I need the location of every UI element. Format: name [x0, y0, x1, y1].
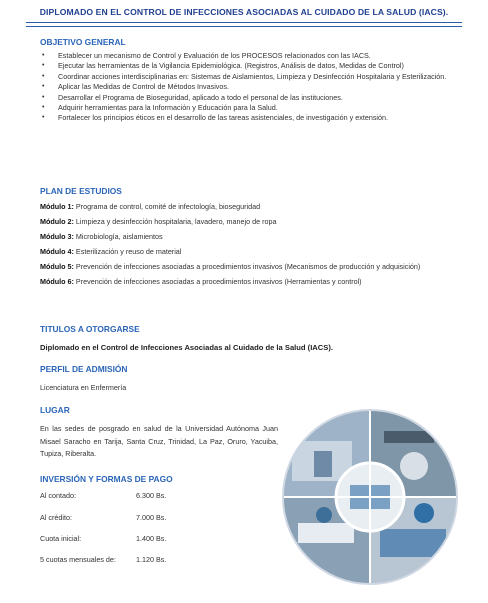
- title-rule-bottom: [26, 26, 462, 27]
- plan-heading: PLAN DE ESTUDIOS: [40, 186, 122, 196]
- title-rule-top: [26, 22, 462, 23]
- modulo-item: Módulo 1: Programa de control, comité de infectología, bioseguridad: [40, 202, 261, 211]
- perfil-value: Licenciatura en Enfermería: [40, 383, 127, 392]
- photo-lab-equipment: [400, 452, 428, 480]
- hospital-photo-collage: [282, 409, 458, 585]
- list-item: • Aplicar las Medidas de Control de Métodos Invasivos.: [42, 82, 229, 92]
- titulo-value: Diplomado en el Control de Infecciones Asociadas al Cuidado de la Salud (IACS).: [40, 343, 333, 352]
- photo-lab-shelf: [384, 431, 434, 443]
- lugar-heading: LUGAR: [40, 405, 70, 415]
- photo-nurse: [316, 507, 332, 523]
- list-item: • Fortalecer los principios éticos en el desarrollo de las tareas asistenciales, de investigación y extensión.: [42, 113, 388, 123]
- titulos-heading: TITULOS A OTORGARSE: [40, 324, 140, 334]
- photo-trays: [380, 529, 446, 557]
- list-item: • Ejecutar las herramientas de la Vigilancia Epidemiológica. (Registros, Análisis de datos, Medidas de Control): [42, 61, 404, 71]
- perfil-heading: PERFIL DE ADMISIÓN: [40, 364, 128, 374]
- modulo-item: Módulo 3: Microbiología, aislamientos: [40, 231, 163, 241]
- bullet-icon: •: [42, 62, 45, 70]
- bullet-icon: •: [42, 52, 45, 59]
- inversion-heading: INVERSIÓN Y FORMAS DE PAGO: [40, 474, 173, 484]
- modulo-item: Módulo 2: Limpieza y desinfección hospitalaria, lavadero, manejo de ropa: [40, 216, 277, 226]
- photo-bed: [298, 523, 354, 543]
- modulo-item: Módulo 4: Esterilización y reuso de material: [40, 246, 182, 256]
- photo-staff: [414, 503, 434, 523]
- bullet-icon: •: [42, 104, 45, 112]
- lugar-value: En las sedes de posgrado en salud de la Universidad Autónoma Juan Misael Saracho en Tarija, Santa Cruz, Trinidad, La Paz, Oruro, Yacuiba, Tupiza, Riberalta.: [40, 424, 278, 459]
- bullet-icon: •: [42, 83, 45, 91]
- objetivo-heading: OBJETIVO GENERAL: [40, 37, 126, 47]
- page-title: DIPLOMADO EN EL CONTROL DE INFECCIONES ASOCIADAS AL CUIDADO DE LA SALUD (IACS).: [39, 7, 449, 17]
- photo-clinic-door: [314, 451, 332, 477]
- brochure-page: DIPLOMADO EN EL CONTROL DE INFECCIONES ASOCIADAS AL CUIDADO DE LA SALUD (IACS). OBJETIVO GENERAL • Establecer un mecanismo de Control y Evaluación de los PROCESOS relacionados con las IACS. • Ejecutar las herramientas de la Vigilancia Epidemiológica. (Registros, Análisis de datos, Medidas de Control) • Coordinar acciones interdisciplinarias en: Sistemas de Aislamientos, Limpieza y Desinfección Hospitalaria y Esterilización. • Aplicar las Medidas de Control de Métodos Invasivos. • Desarrollar el Programa de Bioseguridad, aplicado a todo el personal de las instituciones. • Adquirir herramientas para la Información y Educación para la Salud. • Fortalecer los principios éticos en el desarrollo de las tareas asistenciales, de investigación y extensión. PLAN DE ESTUDIOS Módulo 1: Programa de control, comité de infectología, bioseguridad Módulo 2: Limpieza y desinfección hospitalaria, lavadero, manejo de ropa Módulo 3: Microbiología, aislamientos Módulo 4: Esterilización y reuso de material Módulo 5: Prevención de infecciones asociadas a procedimientos invasivos (Mecanismos de producción y adquisición) Módulo 6: Prevención de infecciones asociadas a procedimientos invasivos (Herramientas y control) TITULOS A OTORGARSE Diplomado en el Control de Infecciones Asociadas al Cuidado de la Salud (IACS). PERFIL DE ADMISIÓN Licenciatura en Enfermería LUGAR En las sedes de posgrado en salud de la Universidad Autónoma Juan Misael Saracho en Tarija, Santa Cruz, Trinidad, La Paz, Oruro, Yacuiba, Tupiza, Riberalta. INVERSIÓN Y FORMAS DE PAGO Al contado: 6.300 Bs. Al crédito: 7.000 Bs. Cuota inicial: 1.400 Bs. 5 cuotas mensuales de: 1.120 Bs.: [0, 0, 488, 603]
- bullet-icon: •: [42, 72, 45, 80]
- collage-image: [284, 411, 456, 583]
- modulos-list: [40, 202, 452, 292]
- list-item: • Coordinar acciones interdisciplinarias en: Sistemas de Aislamientos, Limpieza y Desinfección Hospitalaria y Esterilización.: [42, 71, 447, 81]
- bullet-icon: •: [42, 114, 45, 122]
- bullet-icon: •: [42, 93, 45, 101]
- list-item: • Desarrollar el Programa de Bioseguridad, aplicado a todo el personal de las instituciones.: [42, 92, 343, 102]
- list-item: • Establecer un mecanismo de Control y Evaluación de los PROCESOS relacionados con las IACS.: [42, 51, 371, 60]
- modulo-item: Módulo 5: Prevención de infecciones asociadas a procedimientos invasivos (Mecanismos de producción y adquisición): [40, 261, 421, 271]
- list-item: • Adquirir herramientas para la Información y Educación para la Salud.: [42, 103, 278, 113]
- modulo-item: Módulo 6: Prevención de infecciones asociadas a procedimientos invasivos (Herramientas y control): [40, 276, 362, 286]
- objetivo-list: [40, 51, 452, 124]
